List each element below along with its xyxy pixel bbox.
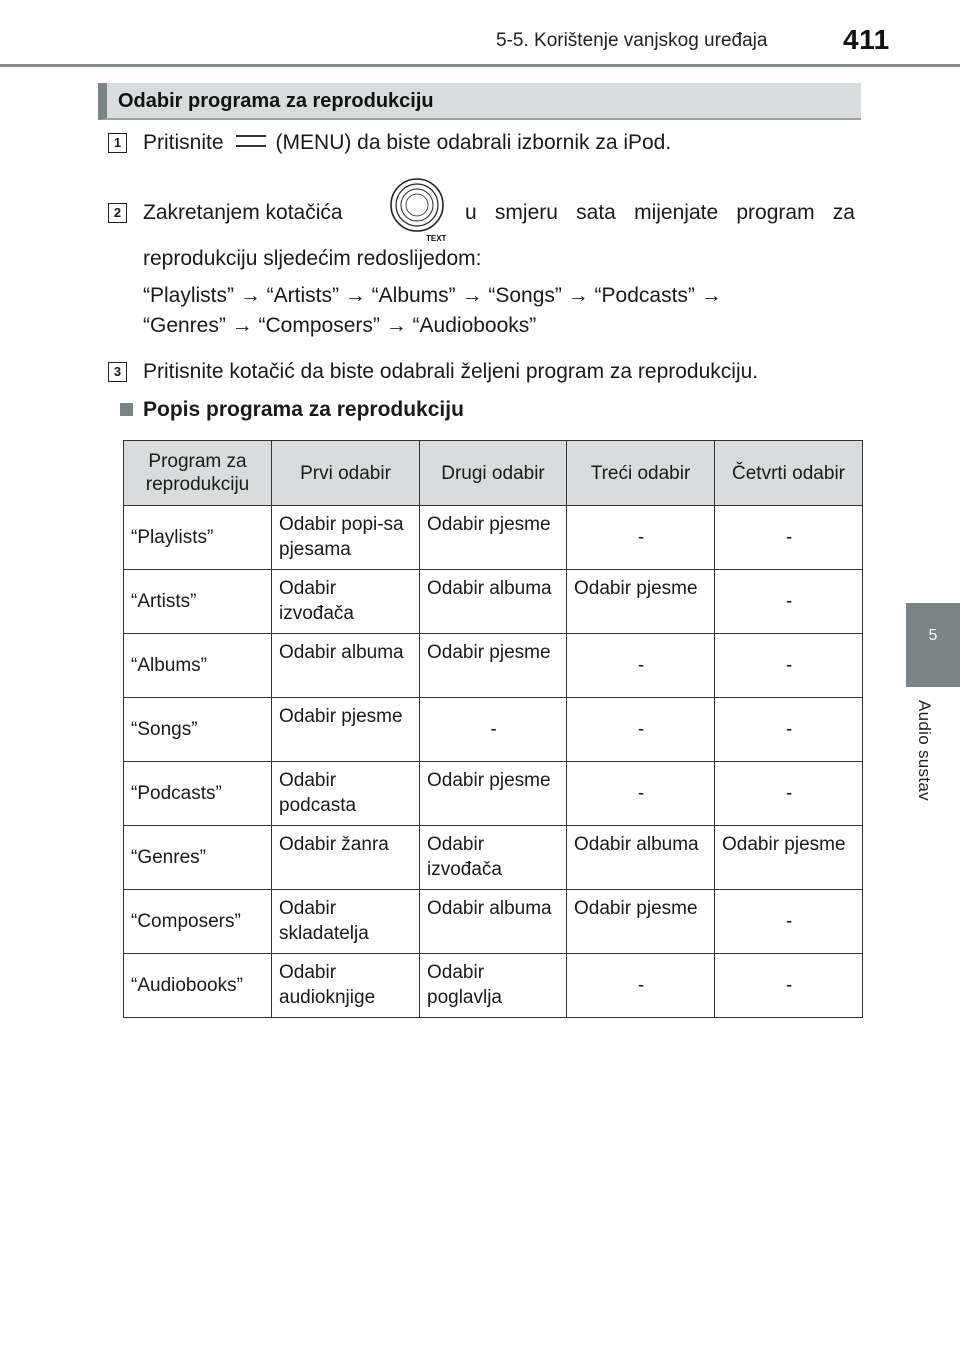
table-cell: Odabir pjesme — [567, 570, 715, 634]
table-cell: - — [567, 762, 715, 826]
table-row — [124, 506, 863, 570]
step-2-line2: reprodukciju sljedećim redoslijedom: — [143, 247, 482, 270]
table-cell: - — [567, 506, 715, 570]
step-number-1: 1 — [108, 133, 127, 153]
table-cell: “Genres” — [124, 826, 272, 890]
step-number-3: 3 — [108, 362, 127, 382]
table-cell: “Composers” — [124, 890, 272, 954]
table-cell: - — [567, 698, 715, 762]
header-divider — [0, 64, 960, 67]
table-row — [124, 954, 863, 1018]
table-row — [124, 570, 863, 634]
table-cell: “Audiobooks” — [124, 954, 272, 1018]
step-3-text: Pritisnite kotačić da biste odabrali željeni program za reprodukciju. — [143, 360, 759, 383]
table-cell: Odabir skladatelja — [272, 890, 420, 954]
chapter-number: 5 — [928, 627, 938, 644]
table-cell: - — [567, 954, 715, 1018]
table-cell: - — [715, 762, 863, 826]
table-header-cell: Četvrti odabir — [715, 441, 863, 506]
step-number-2: 2 — [108, 203, 127, 223]
table-cell: Odabir izvođača — [420, 826, 567, 890]
table-cell: Odabir pjesme — [272, 698, 420, 762]
table-header-cell: Prvi odabir — [272, 441, 420, 506]
table-row — [124, 634, 863, 698]
table-cell: “Songs” — [124, 698, 272, 762]
section-title: Odabir programa za reprodukciju — [118, 90, 434, 112]
page-number: 411 — [843, 24, 890, 55]
table-header-row — [124, 441, 863, 506]
chapter-label: Audio sustav — [915, 700, 934, 801]
table-row — [124, 890, 863, 954]
table-cell: Odabir pjesme — [420, 762, 567, 826]
table-cell: Odabir izvođača — [272, 570, 420, 634]
table-cell: - — [715, 634, 863, 698]
section-heading-bar — [98, 83, 861, 120]
table-cell: Odabir albuma — [420, 570, 567, 634]
table-cell: Odabir albuma — [567, 826, 715, 890]
table-row — [124, 826, 863, 890]
table-row — [124, 762, 863, 826]
table-cell: Odabir pjesme — [715, 826, 863, 890]
table-cell: - — [715, 506, 863, 570]
table-cell: “Artists” — [124, 570, 272, 634]
table-header-cell: Drugi odabir — [420, 441, 567, 506]
table-row — [124, 698, 863, 762]
table-cell: - — [420, 698, 567, 762]
step-2-line1-before: Zakretanjem kotačića — [143, 201, 343, 224]
step-2-sequence-line1: “Playlists” → “Artists” → “Albums” → “Songs” → “Podcasts” → — [143, 284, 722, 307]
step-2-line1-after: u smjeru sata mijenjate program za — [465, 201, 855, 224]
chapter-tab — [906, 603, 960, 687]
knob-text-label: TEXT — [426, 234, 447, 243]
table-cell: “Playlists” — [124, 506, 272, 570]
table-cell: - — [715, 890, 863, 954]
table-header-cell: Treći odabir — [567, 441, 715, 506]
menu-button-icon — [236, 135, 266, 147]
step-2-sequence-line2: “Genres” → “Composers” → “Audiobooks” — [143, 314, 537, 337]
table-cell: Odabir albuma — [272, 634, 420, 698]
table-cell: Odabir popi-sa pjesama — [272, 506, 420, 570]
table-cell: Odabir žanra — [272, 826, 420, 890]
table-cell: Odabir pjesme — [420, 506, 567, 570]
table-cell: “Albums” — [124, 634, 272, 698]
step-1-text-before: Pritisnite — [143, 131, 224, 154]
table-cell: - — [715, 570, 863, 634]
header-title: 5-5. Korištenje vanjskog uređaja — [496, 30, 768, 51]
subsection-title: Popis programa za reprodukciju — [143, 398, 464, 421]
table-cell: “Podcasts” — [124, 762, 272, 826]
table-cell: Odabir poglavlja — [420, 954, 567, 1018]
table-header-cell: Program za reprodukciju — [124, 441, 272, 506]
table-cell: Odabir audioknjige — [272, 954, 420, 1018]
table-cell: - — [567, 634, 715, 698]
table-cell: Odabir albuma — [420, 890, 567, 954]
tune-knob-icon — [382, 175, 452, 243]
square-bullet-icon — [120, 403, 133, 416]
step-1-text — [143, 131, 671, 155]
table-cell: Odabir pjesme — [420, 634, 567, 698]
table-cell: - — [715, 954, 863, 1018]
table-cell: Odabir pjesme — [567, 890, 715, 954]
program-table — [123, 440, 863, 1018]
step-1-text-after: (MENU) da biste odabrali izbornik za iPod. — [275, 131, 672, 154]
table-cell: Odabir podcasta — [272, 762, 420, 826]
subsection-heading — [120, 398, 464, 422]
table-cell: - — [715, 698, 863, 762]
